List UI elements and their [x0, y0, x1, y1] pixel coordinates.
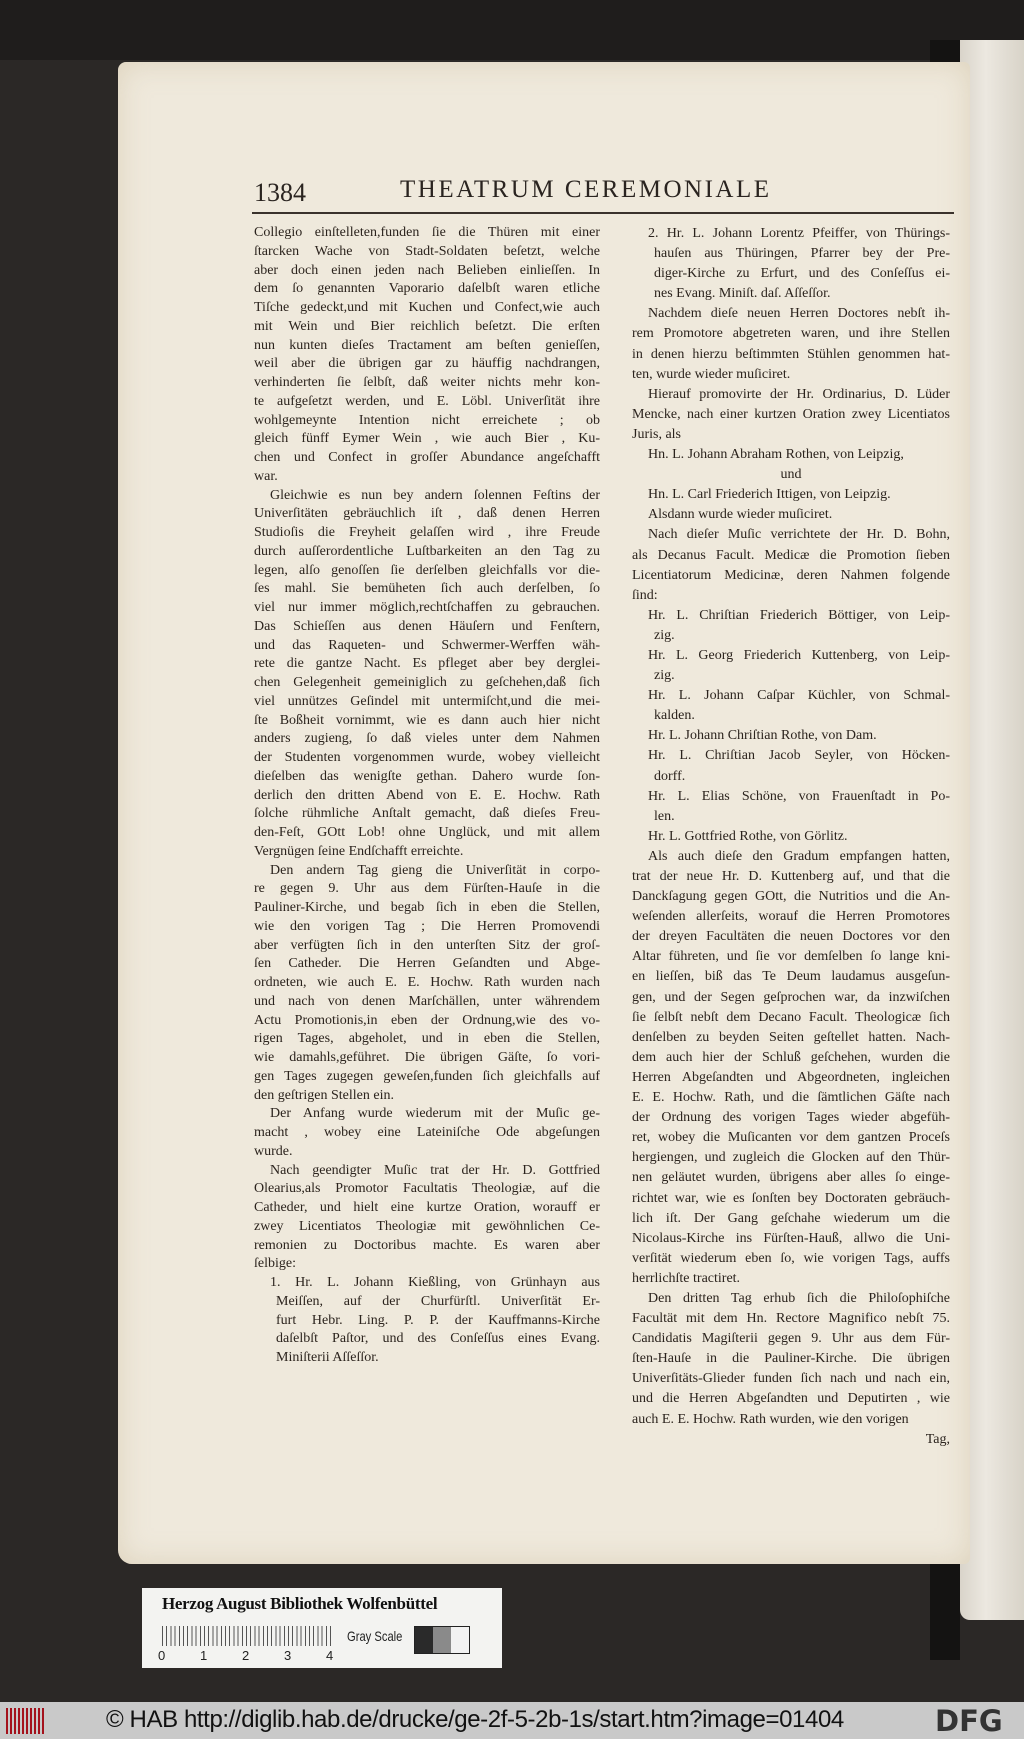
text-line: Catheder, und hielt eine kurtze Oration, worauff er — [254, 1200, 600, 1215]
left-text-column — [254, 224, 600, 1368]
paragraph — [254, 487, 600, 862]
text-line: lich iſt. Der Gang geſchahe wiederum um die — [632, 1210, 950, 1226]
paragraph — [632, 525, 950, 605]
dfg-logo: DFG — [935, 1704, 1003, 1738]
text-line: Als auch dieſe den Gradum empfangen hatten, — [648, 848, 950, 864]
text-line: Studioſis die Freyheit gelaſſen wird , ihre Freude — [254, 525, 600, 540]
text-line: en lieſſen, biß das Te Deum laudamus ausgeſun- — [632, 969, 950, 985]
list-item — [632, 746, 950, 786]
text-line: Herren Abgeſandten und Abgeordneten, ingleichen — [632, 1069, 950, 1085]
library-name: Herzog August Bibliothek Wolfenbüttel — [162, 1594, 438, 1613]
text-line: Pauliner-Kirche, und begab ſich in eben die Stellen, — [254, 900, 600, 915]
right-text-column — [632, 224, 950, 1450]
ruler-number: 0 — [158, 1648, 166, 1663]
text-line: ſte Boßheit vornimmt, wie es dann auch hier nicht — [254, 712, 600, 728]
paragraph — [632, 485, 950, 505]
paragraph — [632, 847, 950, 1289]
text-line: den-Feſt, GOtt Lob! ohne Unglück, und mit allem — [254, 825, 600, 840]
text-line: viel nur immer möglich,rechtſchaffen zu gebrauchen. — [254, 600, 600, 615]
text-line: kalden. — [654, 708, 695, 724]
text-line: war. — [254, 468, 278, 484]
text-line: Hr. L. Gottfried Rothe, von Görlitz. — [648, 828, 848, 844]
paragraph — [632, 385, 950, 445]
text-line: und — [780, 467, 802, 483]
text-line: aber doch einen jeden nach Belieben einlieſſen. In — [254, 262, 600, 278]
paragraph — [632, 1430, 950, 1450]
list-item — [632, 686, 950, 726]
text-line: Collegio einſtelleten,funden ſie die Thüren mit einer — [254, 225, 600, 240]
text-line: Candidatis Magiſterii gegen 9. Uhr aus dem Für- — [632, 1331, 950, 1347]
text-line: zig. — [654, 668, 675, 684]
text-line: herrlichſte tractiret. — [632, 1270, 741, 1286]
text-line: ordneten, wie auch E. E. Hochw. Rath wurden nach — [254, 975, 600, 990]
copyright-link[interactable]: © HAB http://diglib.hab.de/drucke/ge-2f-5-2b-1s/start.htm?image=01404 — [106, 1706, 844, 1733]
text-line: Der Anfang wurde wiederum mit der Muſic ge- — [270, 1106, 600, 1122]
text-line: verhinderten ſie ſelbſt, daß weiter nichts mehr kon- — [254, 375, 600, 390]
list-item — [632, 646, 950, 686]
text-line: und das Raqueten- und Schwermer-Werffen wäh- — [254, 637, 600, 653]
paragraph — [632, 304, 950, 384]
text-line: Den dritten Tag erhub ſich die Philoſophiſche — [648, 1290, 950, 1306]
text-line: Gleichwie es nun bey andern ſolennen Feſtins der — [270, 487, 600, 503]
text-line: Hn. L. Carl Friederich Ittigen, von Leipzig. — [648, 487, 891, 503]
library-color-card — [142, 1588, 502, 1668]
text-line: ſten-Hauſe in die Pauliner-Kirche. Die übrigen — [632, 1351, 950, 1367]
paragraph — [254, 1105, 600, 1161]
text-line: viel unnützes Geſindel mit untermiſcht,und die mei- — [254, 693, 600, 709]
text-line: ſes mahl. Sie bemüheten ſich auch derſelben, ſo — [254, 581, 600, 597]
text-line: E. E. Hochw. Rath, und die ſämtlichen Gäſte nach — [632, 1090, 950, 1106]
text-line: ſtarcken Wache von Stadt-Soldaten beſetzt, welche — [254, 243, 600, 259]
text-line: gen Tages zugegen geweſen,funden ſich gleichfalls auf — [254, 1068, 600, 1084]
text-line: ſelbige: — [254, 1256, 296, 1272]
text-line: macht , wobey eine Lateiniſche Ode abgeſungen — [254, 1125, 600, 1140]
text-line: diger-Kirche zu Erfurt, und des Conſeſſus ei- — [654, 266, 950, 282]
text-line: Licentiatorum Medicinæ, deren Nahmen folgende — [632, 567, 950, 583]
scan-backdrop — [0, 0, 1024, 60]
text-line: Vergnügen ſeine Endſchafft erreichte. — [254, 843, 464, 859]
paragraph — [254, 862, 600, 1106]
list-item — [632, 827, 950, 847]
list-item — [632, 726, 950, 746]
text-line: weſenden allerſeits, worauf die Herren Promotores — [632, 909, 950, 925]
footer-bar — [0, 1702, 1024, 1739]
text-line: anders zugieng, ſo daß vieles unter dem Nahmen — [254, 731, 600, 747]
text-line: Nach geendigter Muſic trat der Hr. D. Gottfried — [270, 1162, 600, 1178]
text-line: gleich fünff Eymer Wein , wie auch Bier , Ku- — [254, 431, 600, 447]
text-line: durch auſſerordentliche Luſtbarkeiten an den Tag zu — [254, 543, 600, 559]
text-line: trat der neue Hr. D. Kuttenberg auf, und that die — [632, 869, 950, 884]
text-line: und die Herren Abgeſandten und Deputirten , wie — [632, 1391, 950, 1407]
scale-ruler — [162, 1626, 332, 1646]
text-line: auch E. E. Hochw. Rath wurden, wie den vorigen — [632, 1411, 909, 1427]
hab-logo-icon — [6, 1708, 46, 1734]
text-line: 1. Hr. L. Johann Kießling, von Grünhayn aus — [270, 1275, 600, 1290]
paragraph — [254, 1162, 600, 1275]
text-line: der dreyen Facultäten die neuen Doctores vor den — [632, 929, 950, 945]
text-line: chen und Confect in groſſer Abundance angeſchafft — [254, 450, 600, 465]
list-item — [632, 787, 950, 827]
gray-swatch-mid — [433, 1627, 451, 1653]
paragraph — [632, 1289, 950, 1430]
paragraph — [632, 465, 950, 485]
text-line: 2. Hr. L. Johann Lorentz Pfeiffer, von Thürings- — [648, 226, 950, 241]
text-line: wohlgemeynte Intention nicht erreichete ; ob — [254, 412, 600, 428]
running-title: THEATRUM CEREMONIALE — [400, 176, 772, 203]
text-line: Den andern Tag gieng die Univerſität in corpo- — [270, 862, 600, 878]
list-item — [632, 606, 950, 646]
text-line: Tiſche gedeckt,und mit Kuchen und Confect,wie auch — [254, 300, 600, 315]
text-line: Univerſitäten gebräuchlich iſt , daß denen Herren — [254, 506, 600, 522]
text-line: nes Evang. Miniſt. daſ. Aſſeſſor. — [654, 286, 831, 302]
text-line: ſind: — [632, 587, 658, 603]
text-line: daſelbſt Paſtor, und des Conſeſſus eines Evang. — [276, 1331, 600, 1347]
text-line: furt Hebr. Ling. P. P. der Kauffmanns-Kirche — [276, 1312, 600, 1328]
text-line: dieſelben das wenigſte gethan. Dahero wurde ſon- — [254, 768, 600, 784]
paragraph — [632, 505, 950, 525]
ruler-number: 4 — [326, 1648, 334, 1663]
text-line: Meiſſen, auf der Churfürſtl. Univerſität Er- — [276, 1293, 600, 1309]
paragraph — [254, 224, 600, 487]
text-line: nen geläutet wurden, übrigens aber alles ſo einge- — [632, 1170, 950, 1186]
text-line: Hn. L. Johann Abraham Rothen, von Leipzig, — [648, 447, 904, 463]
text-line: Hr. L. Johann Chriſtian Rothe, von Dam. — [648, 728, 877, 744]
text-line: Tag, — [925, 1431, 950, 1447]
text-line: aber verfügten ſich in den unterſten Sitz der groſ- — [254, 937, 600, 953]
ruler-number: 2 — [242, 1648, 250, 1663]
text-line: wie damahls,geführet. Die übrigen Gäſte, ſo vori- — [254, 1050, 600, 1065]
text-line: hergiengen, und zugleich die Glocken auf den Thür- — [632, 1150, 950, 1166]
text-line: gen, und der Segen geſprochen war, da inzwiſchen — [632, 989, 950, 1005]
text-line: dem auch hier der Schluß geſchehen, wurden die — [632, 1049, 950, 1065]
text-line: ſolche rühmliche Anſtalt gemacht, daß dieſes Freu- — [254, 806, 600, 822]
text-line: chen Gelegenheit gemeiniglich zu geſchehen,daß ſich — [254, 675, 600, 690]
text-line: Nach dieſer Muſic verrichtete der Hr. D. Bohn, — [648, 527, 950, 543]
text-line: zig. — [654, 627, 675, 643]
list-item — [254, 1274, 600, 1368]
text-line: Univerſitäts-Glieder funden ſich nach und nach ein, — [632, 1371, 950, 1387]
gray-swatch-dark — [415, 1627, 433, 1653]
page-number: 1384 — [254, 178, 306, 207]
text-line: te aufgeſetzt werden, und E. Löbl. Univerſität ihre — [254, 393, 600, 409]
text-line: Hr. L. Georg Friederich Kuttenberg, von Leip- — [648, 647, 950, 663]
text-line: ſen Catheder. Die Herren Geſandten und Abge- — [254, 956, 600, 972]
text-line: Nachdem dieſe neuen Herren Doctores nebſt ih- — [648, 306, 950, 322]
text-line: und nach von denen Marſchällen, unter währendem — [254, 993, 600, 1009]
text-line: len. — [654, 808, 675, 824]
gray-scale-label: Gray Scale — [347, 1628, 403, 1644]
text-line: Hr. L. Johann Caſpar Küchler, von Schmal- — [648, 688, 950, 704]
text-line: Miniſterii Aſſeſſor. — [276, 1350, 379, 1365]
text-line: hauſen aus Thüringen, Pfarrer bey der Pre- — [654, 246, 950, 262]
text-line: nun kunten dieſes Tractament am beſten genieſſen, — [254, 337, 600, 353]
text-line: Hr. L. Elias Schöne, von Frauenſtadt in Po- — [648, 788, 950, 804]
text-line: Danckſagung gegen GOtt, die Nutritios und die An- — [632, 889, 950, 905]
text-line: Actu Promotionis,in eben der Ordnung,wie des vo- — [254, 1012, 600, 1028]
text-line: Altar führeten, und ſie vor demſelben ſo lange kni- — [632, 949, 950, 965]
text-line: Juris, als — [632, 426, 681, 442]
text-line: dorff. — [654, 768, 686, 784]
text-line: als Decanus Facult. Medicæ die Promotion ſieben — [632, 547, 950, 563]
text-line: mit Wein und Bier reichlich beſetzt. Die erſten — [254, 318, 600, 334]
text-line: verſität wiederum eben ſo, wie vorigen Tags, auffs — [632, 1250, 950, 1266]
text-line: zwey Licentiatos Theologiæ mit gewöhnlichen Ce- — [254, 1218, 600, 1234]
text-line: Das Schieſſen aus denen Häuſern und Fenſtern, — [254, 618, 600, 634]
ruler-number: 1 — [200, 1648, 208, 1663]
text-line: ſie ſelbſt nebſt dem Decano Facult. Theologicæ ſich — [632, 1009, 950, 1025]
text-line: wie den vorigen Tag ; Die Herren Promovendi — [254, 918, 600, 934]
ruler-number: 3 — [284, 1648, 292, 1663]
paragraph — [632, 445, 950, 465]
text-line: re gegen 9. Uhr aus dem Fürſten-Hauſe in die — [254, 881, 600, 897]
text-line: Facultät mit dem Hn. Rectore Magnifico nebſt 75. — [632, 1311, 950, 1327]
text-line: der Studenten vorgenommen wurde, wobey vielleicht — [254, 750, 600, 765]
text-line: derlich den dritten Abend von E. E. Hochw. Rath — [254, 787, 600, 803]
text-line: Olearius,als Promotor Facultatis Theologiæ, auf die — [254, 1181, 600, 1197]
text-line: Nicolaus-Kirche ins Fürſten-Hauß, allwo die Uni- — [632, 1230, 950, 1246]
list-item — [632, 224, 950, 304]
text-line: ten, wurde wieder muſiciret. — [632, 366, 791, 382]
text-line: rete die gantze Nacht. Es pfleget aber bey derglei- — [254, 656, 600, 672]
header-rule — [252, 212, 954, 214]
text-line: Alsdann wurde wieder muſiciret. — [648, 507, 833, 523]
text-line: dem ſo genannten Vaporario daſelbſt waren etliche — [254, 281, 600, 297]
text-line: den geſtrigen Stellen ein. — [254, 1087, 394, 1103]
gray-scale-swatch — [414, 1626, 470, 1654]
text-line: ret, wobey die Muſicanten vor dem gantzen Proceſs — [632, 1130, 950, 1146]
text-line: Hierauf promovirte der Hr. Ordinarius, D. Lüder — [648, 386, 950, 402]
text-line: rigen Tages, abgeholet, und in eben die Stellen, — [254, 1031, 600, 1047]
text-line: der Ordnung des vorigen Tages wieder abgefüh- — [632, 1110, 950, 1126]
text-line: wurde. — [254, 1143, 293, 1159]
text-line: rem Promotore abgetreten waren, und ihre Stellen — [632, 326, 950, 342]
text-line: denſelben zu beyden Seiten geſtellet hatten. Nach- — [632, 1029, 950, 1045]
text-line: Hr. L. Chriſtian Jacob Seyler, von Höcken- — [648, 748, 950, 764]
text-line: legen, alſo genoſſen ſie derſelben gleichfalls vor die- — [254, 562, 600, 578]
text-line: Hr. L. Chriſtian Friederich Böttiger, von Leip- — [648, 607, 950, 623]
text-line: in denen hierzu beſtimmten Stühlen genommen hat- — [632, 346, 950, 362]
text-line: remonien zu Doctoribus machte. Es waren aber — [254, 1237, 600, 1253]
text-line: Mencke, nach einer kurtzen Oration zwey Licentiatos — [632, 406, 950, 422]
text-line: richtet war, wie es ſonſten bey Doctoraten gebräuch- — [632, 1190, 950, 1206]
text-line: weil aber die übrigen gar zu häuffig nachdrangen, — [254, 356, 600, 372]
gray-swatch-light — [451, 1627, 469, 1653]
